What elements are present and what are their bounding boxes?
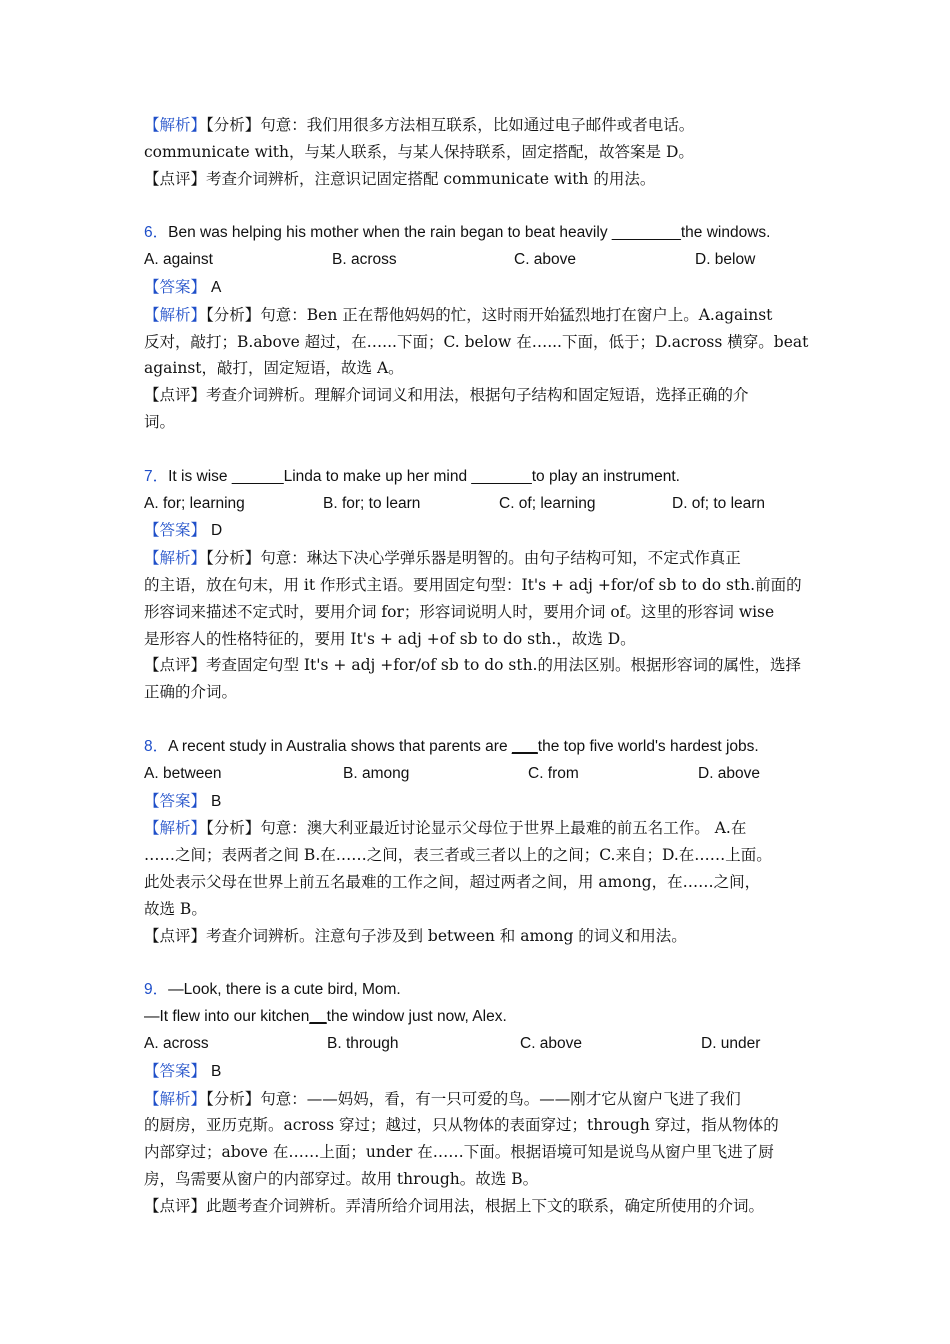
q8-analysis-line-2: ……之间；表两者之间 B.在……之间，表三者或三者以上的之间；C.来自；D.在……上面。 [144, 846, 772, 865]
q9-answer-value: B [210, 1062, 222, 1080]
q9-stem-line-2 [144, 1004, 824, 1031]
q7-analysis-line-4: 是形容人的性格特征的，要用 It's + adj +of sb to do sth.，故选 D。 [144, 629, 636, 648]
q9-answer-tag: 【答案】 [144, 1061, 207, 1080]
q6-number: 6． [144, 224, 169, 242]
q5-analysis-line-2: communicate with，与某人联系，与某人保持联系，固定搭配，故答案是 D。 [144, 142, 694, 161]
q9-stem-pre: —It flew into our kitchen [144, 1008, 310, 1026]
q6-option-b: B. across [332, 251, 397, 269]
q8-answer-tag: 【答案】 [144, 791, 207, 810]
q7-answer-value: D [210, 522, 223, 540]
q7-analysis-line-1 [144, 545, 824, 572]
spacer [144, 192, 824, 220]
spacer [144, 706, 824, 734]
q8-stem [144, 734, 824, 761]
q7-option-a: A. for; learning [144, 494, 245, 512]
q6-option-c: C. above [514, 251, 577, 269]
q8-option-b: B. among [343, 764, 410, 782]
q7-stem [144, 464, 824, 491]
q7-stem-text: It is wise ______Linda to make up her mind _______to play an instrument. [168, 467, 680, 485]
q6-stem-text: Ben was helping his mother when the rain began to beat heavily ________the windows. [168, 224, 771, 242]
q8-analysis-text-1: 【分析】句意：澳大利亚最近讨论显示父母位于世界上最难的前五名工作。 A.在 [206, 819, 747, 838]
q9-stem-blank: __ [309, 1008, 327, 1026]
q7-comment-line-1: 【点评】考查固定句型 It's + adj +for/of sb to do sth.的用法区别。根据形容词的属性，选择 [144, 656, 801, 675]
q6-answer-tag: 【答案】 [144, 277, 207, 296]
q7-option-b: B. for; to learn [323, 494, 421, 512]
q6-analysis-line-3: against，敲打，固定短语，故选 A。 [144, 359, 404, 378]
q9-answer [144, 1058, 824, 1086]
q9-stem-text-1: —Look, there is a cute bird, Mom. [168, 981, 401, 999]
q9-stem-line-1 [144, 977, 824, 1004]
q6-option-d: D. below [695, 251, 756, 269]
q6-analysis-text-1: 【分析】句意：Ben 正在帮他妈妈的忙，这时雨开始猛烈地打在窗户上。A.against [206, 305, 773, 324]
q9-analysis-line-4: 房，鸟需要从窗户的内部穿过。故用 through。故选 B。 [144, 1169, 539, 1188]
q6-options [144, 247, 824, 274]
q6-analysis-tag: 【解析】 [144, 305, 207, 324]
q7-option-d: D. of; to learn [672, 494, 766, 512]
q8-analysis-tag: 【解析】 [144, 819, 207, 838]
q5-analysis-line-1 [144, 112, 824, 139]
q5-analysis-tag: 【解析】 [144, 116, 207, 134]
q7-number: 7． [144, 467, 169, 485]
q8-stem-post: the top five world's hardest jobs. [537, 737, 759, 755]
q9-analysis-tag: 【解析】 [144, 1089, 207, 1108]
q5-analysis-text-1: 【分析】句意：我们用很多方法相互联系，比如通过电子邮件或者电话。 [206, 116, 695, 134]
q7-analysis-line-2: 的主语，放在句末，用 it 作形式主语。要用固定句型：It's + adj +for/of sb to do sth.前面的 [144, 575, 802, 594]
q8-number: 8． [144, 737, 169, 755]
q6-analysis-line-1 [144, 302, 824, 329]
q8-analysis-line-3: 此处表示父母在世界上前五名最难的工作之间，超过两者之间，用 among，在……之间， [144, 872, 761, 891]
q8-analysis-line-1 [144, 815, 824, 842]
q6-comment-line-2: 词。 [144, 412, 176, 431]
q9-option-a: A. across [144, 1034, 209, 1052]
q8-option-c: C. from [528, 764, 579, 782]
q6-option-a: A. against [144, 251, 213, 269]
q7-answer-tag: 【答案】 [144, 521, 207, 540]
q9-option-d: D. under [701, 1034, 761, 1052]
q7-option-c: C. of; learning [499, 494, 596, 512]
q6-answer [144, 274, 824, 302]
q9-analysis-text-1: 【分析】句意：——妈妈，看，有一只可爱的鸟。——刚才它从窗户飞进了我们 [206, 1089, 741, 1108]
q9-option-c: C. above [520, 1034, 583, 1052]
q8-stem-pre: A recent study in Australia shows that parents are [168, 737, 512, 755]
q6-analysis-line-2: 反对，敲打；B.above 超过，在…...下面；C. below 在…...下面，低于；D.across 横穿。beat [144, 332, 809, 351]
q9-options [144, 1031, 824, 1058]
q7-analysis-line-3: 形容词来描述不定式时，要用介词 for；形容词说明人时，要用介词 of。这里的形容词 wise [144, 602, 775, 621]
q6-stem [144, 220, 824, 247]
q8-options [144, 761, 824, 788]
q7-analysis-tag: 【解析】 [144, 549, 207, 568]
q8-option-a: A. between [144, 764, 222, 782]
q7-analysis-text-1: 【分析】句意：琳达下决心学弹乐器是明智的。由句子结构可知，不定式作真正 [206, 549, 741, 568]
q9-number: 9． [144, 981, 169, 999]
q8-comment: 【点评】考查介词辨析。注意句子涉及到 between 和 among 的词义和用法。 [144, 926, 687, 945]
spacer [144, 436, 824, 464]
q6-answer-value: A [210, 278, 222, 296]
q9-comment: 【点评】此题考查介词辨析。弄清所给介词用法，根据上下文的联系，确定所使用的介词。 [144, 1196, 765, 1215]
q8-stem-blank: ___ [511, 737, 538, 755]
q9-stem-post: the window just now, Alex. [326, 1008, 507, 1026]
q8-analysis-line-4: 故选 B。 [144, 899, 207, 918]
q9-analysis-line-1 [144, 1086, 824, 1113]
q8-option-d: D. above [698, 764, 761, 782]
q5-comment: 【点评】考查介词辨析，注意识记固定搭配 communicate with 的用法。 [144, 169, 656, 188]
q7-answer [144, 517, 824, 545]
q8-answer [144, 788, 824, 816]
q9-option-b: B. through [327, 1034, 399, 1052]
q9-analysis-line-3: 内部穿过；above 在……上面；under 在……下面。根据语境可知是说鸟从窗户里飞进了厨 [144, 1143, 774, 1162]
spacer [144, 949, 824, 977]
q7-options [144, 491, 824, 518]
q9-analysis-line-2: 的厨房，亚历克斯。across 穿过；越过，只从物体的表面穿过；through 穿过，指从物体的 [144, 1116, 779, 1135]
document-page [144, 112, 824, 1219]
q8-answer-value: B [210, 792, 222, 810]
q6-comment-line-1: 【点评】考查介词辨析。理解介词词义和用法，根据句子结构和固定短语，选择正确的介 [144, 386, 749, 405]
q7-comment-line-2: 正确的介词。 [144, 683, 238, 702]
